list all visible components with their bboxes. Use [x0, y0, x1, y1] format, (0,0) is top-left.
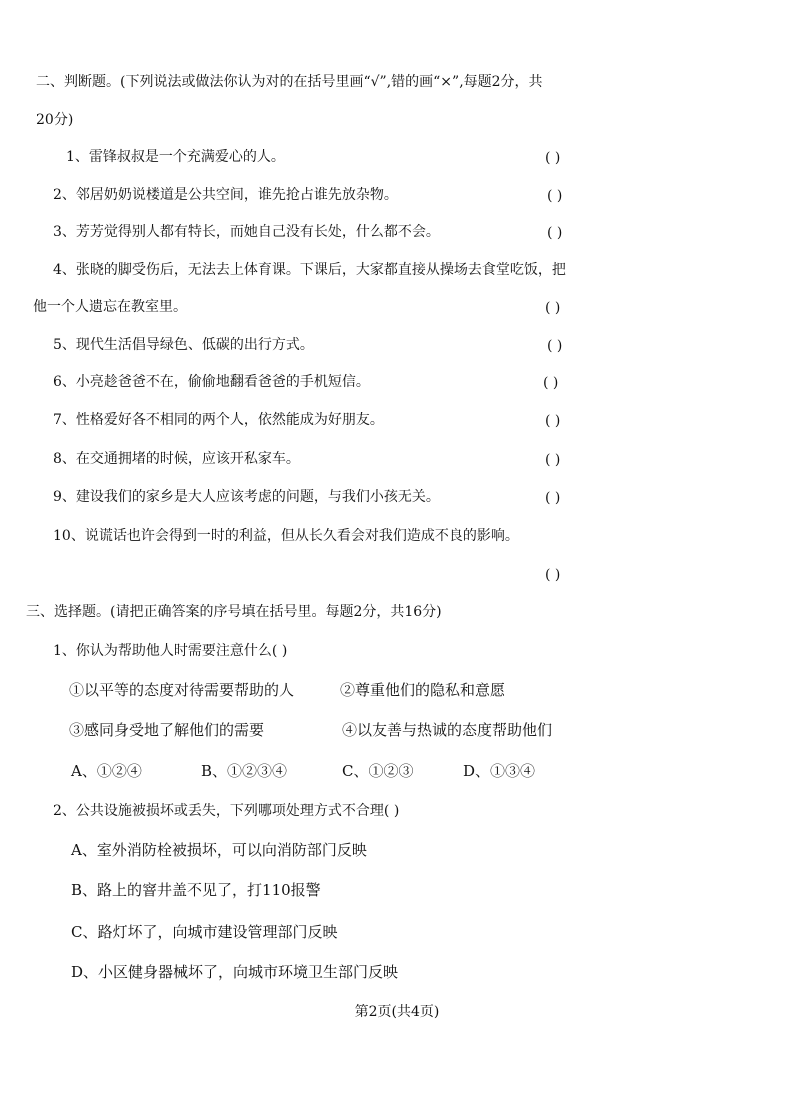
mc-q2-choice-d[interactable]: D、小区健身器械坏了，向城市环境卫生部门反映	[71, 963, 399, 981]
tf-item-1-answer-blank[interactable]: ( )	[545, 150, 561, 166]
tf-item-8-answer-blank[interactable]: ( )	[545, 452, 561, 468]
page-footer: 第2页(共4页)	[354, 1004, 440, 1020]
tf-item-10-text: 10、说谎话也许会得到一时的利益，但从长久看会对我们造成不良的影响。	[53, 528, 519, 544]
tf-item-8-text: 8、在交通拥堵的时候，应该开私家车。	[53, 451, 300, 467]
tf-item-1-text: 1、雷锋叔叔是一个充满爱心的人。	[66, 149, 285, 165]
tf-item-4-text: 4、张晓的脚受伤后，无法去上体育课。下课后，大家都直接从操场去食堂吃饭，把	[53, 262, 566, 278]
section3-heading: 三、选择题。(请把正确答案的序号填在括号里。每题2分，共16分)	[26, 604, 442, 620]
mc-q2-choice-a[interactable]: A、室外消防栓被损坏，可以向消防部门反映	[71, 841, 367, 859]
mc-q1-choice-a[interactable]: A、①②④	[71, 762, 142, 780]
tf-item-3-answer-blank[interactable]: ( )	[547, 225, 563, 241]
tf-item-3-text: 3、芳芳觉得别人都有特长，而她自己没有长处，什么都不会。	[53, 224, 440, 240]
mc-q2-choice-b[interactable]: B、路上的窨井盖不见了，打110报警	[71, 881, 321, 899]
mc-q2-choice-c[interactable]: C、路灯坏了，向城市建设管理部门反映	[71, 923, 338, 941]
section2-heading-line2: 20分)	[36, 112, 74, 128]
tf-item-4-text-continued: 他一个人遗忘在教室里。	[33, 299, 187, 315]
tf-item-5-answer-blank[interactable]: ( )	[547, 338, 563, 354]
mc-q1-stem: 1、你认为帮助他人时需要注意什么( )	[53, 643, 288, 659]
tf-item-9-text: 9、建设我们的家乡是大人应该考虑的问题，与我们小孩无关。	[53, 489, 440, 505]
tf-item-7-text: 7、性格爱好各不相同的两个人，依然能成为好朋友。	[53, 412, 384, 428]
tf-item-5-text: 5、现代生活倡导绿色、低碳的出行方式。	[53, 337, 314, 353]
tf-item-4-answer-blank[interactable]: ( )	[545, 300, 561, 316]
mc-q1-choice-b[interactable]: B、①②③④	[201, 762, 288, 780]
mc-q1-statement-2: ②尊重他们的隐私和意愿	[340, 681, 506, 699]
tf-item-9-answer-blank[interactable]: ( )	[545, 490, 561, 506]
section2-heading-line1: 二、判断题。(下列说法或做法你认为对的在括号里画“√”,错的画“×”,每题2分，共	[36, 74, 543, 90]
mc-q1-choice-d[interactable]: D、①③④	[463, 762, 536, 780]
tf-item-6-text: 6、小亮趁爸爸不在，偷偷地翻看爸爸的手机短信。	[53, 374, 370, 390]
tf-item-6-answer-blank[interactable]: ( )	[543, 375, 559, 391]
mc-q1-statement-3: ③感同身受地了解他们的需要	[69, 721, 265, 739]
tf-item-2-text: 2、邻居奶奶说楼道是公共空间，谁先抢占谁先放杂物。	[53, 187, 398, 203]
mc-q1-statement-4: ④以友善与热诚的态度帮助他们	[342, 721, 553, 739]
tf-item-7-answer-blank[interactable]: ( )	[545, 413, 561, 429]
mc-q1-choice-c[interactable]: C、①②③	[342, 762, 414, 780]
tf-item-10-answer-blank[interactable]: ( )	[545, 567, 561, 583]
mc-q2-stem: 2、公共设施被损坏或丢失，下列哪项处理方式不合理( )	[53, 803, 400, 819]
mc-q1-statement-1: ①以平等的态度对待需要帮助的人	[69, 681, 295, 699]
tf-item-2-answer-blank[interactable]: ( )	[547, 188, 563, 204]
